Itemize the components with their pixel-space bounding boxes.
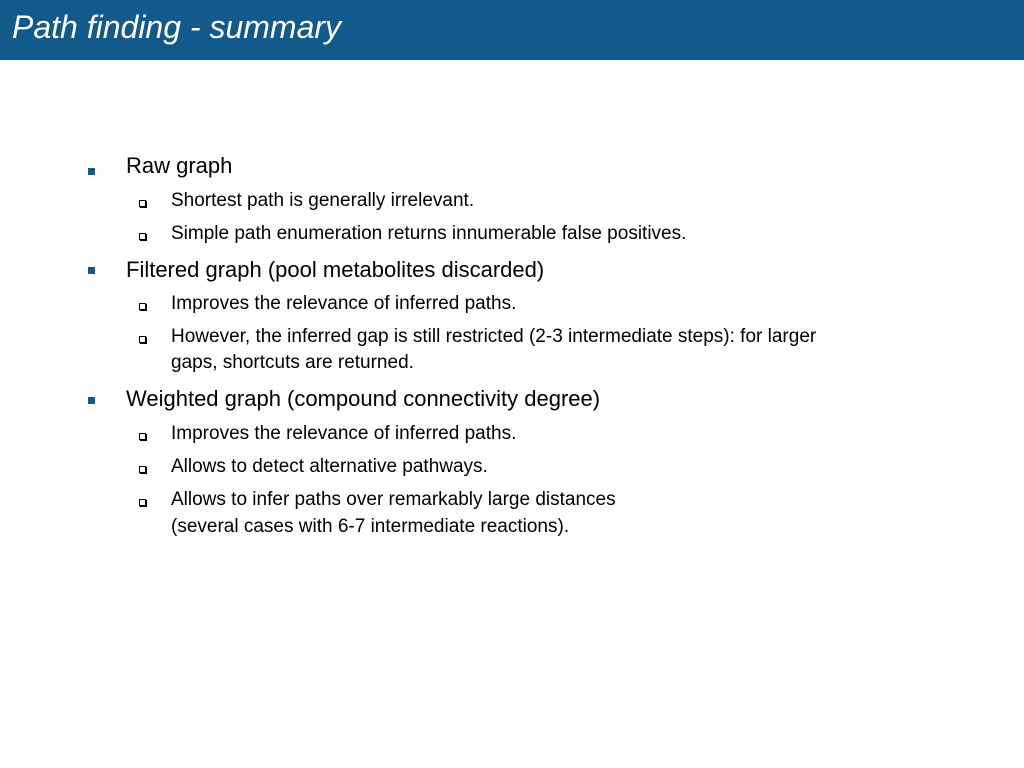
sub-bullet-text: Allows to infer paths over remarkably large distances — [171, 489, 616, 510]
sub-bullet-icon — [139, 233, 146, 240]
slide-title: Path finding - summary — [12, 9, 342, 45]
sub-bullet-icon — [139, 336, 146, 343]
title-bar — [0, 0, 1024, 60]
bullet-icon — [88, 397, 95, 404]
bullet-icon — [88, 267, 95, 274]
sub-bullet-text: Improves the relevance of inferred paths. — [171, 293, 517, 314]
sub-bullet-text: Allows to detect alternative pathways. — [171, 456, 488, 477]
bullet-filtered-graph: Filtered graph (pool metabolites discarded) — [126, 257, 545, 282]
sub-bullet-text: Improves the relevance of inferred paths. — [171, 423, 517, 444]
sub-bullet-icon — [139, 303, 146, 310]
sub-bullet-text-continued: (several cases with 6-7 intermediate reactions). — [171, 516, 570, 537]
sub-bullet-text: Simple path enumeration returns innumerable false positives. — [171, 223, 687, 244]
sub-bullet-icon — [139, 200, 146, 207]
sub-bullet-text-continued: gaps, shortcuts are returned. — [171, 352, 414, 373]
sub-bullet-text: However, the inferred gap is still restricted (2-3 intermediate steps): for larger — [171, 326, 817, 347]
sub-bullet-icon — [139, 499, 146, 506]
bullet-icon — [88, 168, 95, 175]
sub-bullet-text: Shortest path is generally irrelevant. — [171, 190, 475, 211]
bullet-raw-graph: Raw graph — [126, 153, 233, 178]
sub-bullet-icon — [139, 433, 146, 440]
sub-bullet-icon — [139, 466, 146, 473]
bullet-weighted-graph: Weighted graph (compound connectivity degree) — [126, 386, 601, 411]
